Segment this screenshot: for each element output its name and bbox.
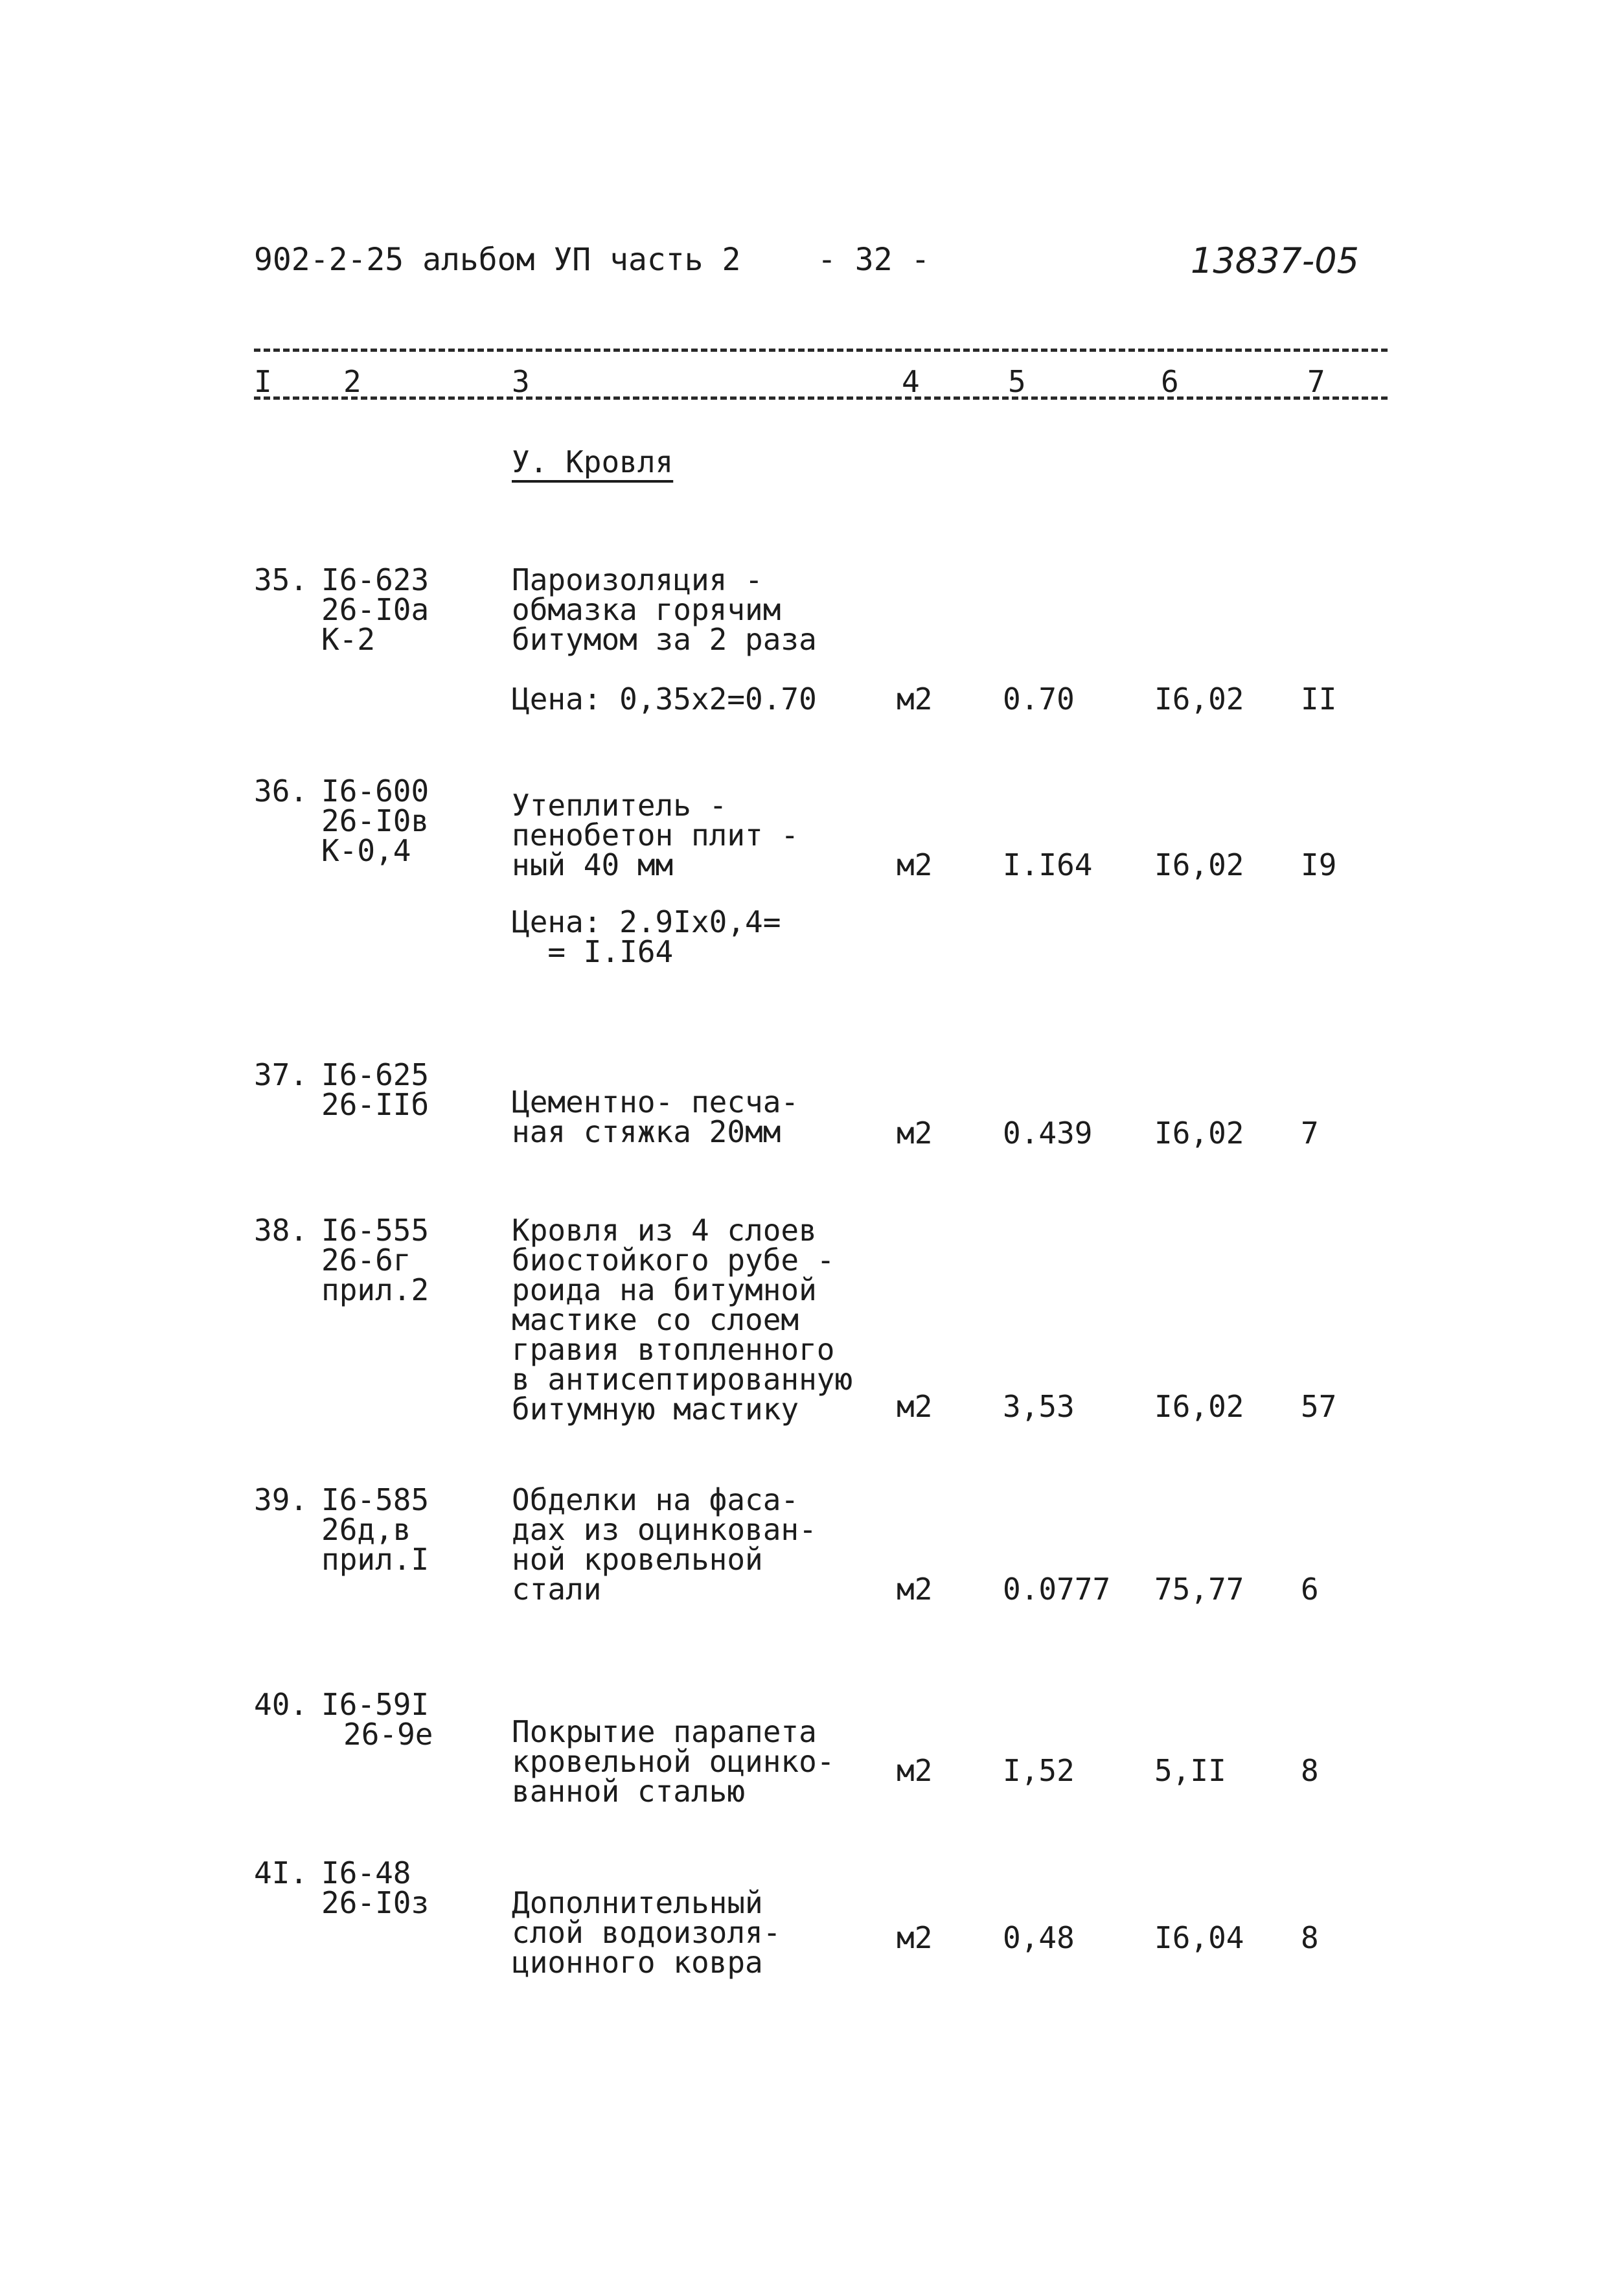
- row-code: I6-59I: [321, 1687, 429, 1722]
- row-code: 26-I0з: [321, 1885, 429, 1920]
- row-description-line: дах из оцинкован-: [512, 1512, 817, 1547]
- row-number: 40.: [254, 1687, 308, 1722]
- row-quantity: 0.439: [1003, 1116, 1093, 1151]
- row-quantity: I,52: [1003, 1753, 1075, 1788]
- row-description-line: роида на битумной: [512, 1272, 817, 1307]
- row-code: К-2: [321, 622, 376, 657]
- row-description-line: Кровля из 4 слоев: [512, 1213, 817, 1248]
- row-rate: I6,02: [1154, 682, 1244, 717]
- row-rate: I6,02: [1154, 1116, 1244, 1151]
- row-description-line: гравия втопленного: [512, 1332, 835, 1367]
- row-number: 39.: [254, 1482, 308, 1517]
- row-code: I6-585: [321, 1482, 429, 1517]
- row-total: I9: [1301, 847, 1337, 882]
- row-code: I6-623: [321, 562, 429, 597]
- col-number-1: I: [254, 364, 272, 399]
- row-code: I6-625: [321, 1057, 429, 1092]
- row-number: 36.: [254, 774, 308, 809]
- divider-top: [254, 349, 1388, 352]
- row-number: 37.: [254, 1057, 308, 1092]
- row-quantity: 3,53: [1003, 1389, 1075, 1424]
- row-description-line: ной кровельной: [512, 1542, 763, 1577]
- row-description-line: биостойкого рубе -: [512, 1243, 835, 1278]
- row-description-line: битумом за 2 раза: [512, 622, 817, 657]
- row-unit: м2: [897, 682, 933, 717]
- row-code: 26-I0в: [321, 803, 429, 838]
- col-number-6: 6: [1161, 364, 1179, 399]
- row-unit: м2: [897, 1116, 933, 1151]
- row-total: 6: [1301, 1572, 1319, 1607]
- row-description-line: ционного ковра: [512, 1945, 763, 1980]
- row-code: 26-6г: [321, 1243, 411, 1278]
- row-code: 26-IIб: [321, 1087, 429, 1122]
- row-description-line: ный 40 мм: [512, 847, 674, 882]
- row-unit: м2: [897, 1389, 933, 1424]
- row-description-line: ванной сталью: [512, 1774, 746, 1809]
- row-unit: м2: [897, 1753, 933, 1788]
- row-description-line: ная стяжка 20мм: [512, 1114, 781, 1149]
- row-description-line: кровельной оцинко-: [512, 1744, 835, 1779]
- col-number-4: 4: [902, 364, 920, 399]
- col-number-5: 5: [1008, 364, 1026, 399]
- row-unit: м2: [897, 847, 933, 882]
- row-description-line: Цементно- песча-: [512, 1084, 799, 1119]
- row-number: 38.: [254, 1213, 308, 1248]
- row-rate: I6,02: [1154, 1389, 1244, 1424]
- row-price-note-line: Цена: 0,35х2=0.70: [512, 682, 817, 717]
- row-total: 8: [1301, 1920, 1319, 1955]
- row-code: 26д,в: [321, 1512, 411, 1547]
- row-total: 8: [1301, 1753, 1319, 1788]
- row-code: прил.2: [321, 1272, 429, 1307]
- row-description-line: Пароизоляция -: [512, 562, 763, 597]
- row-code: прил.I: [321, 1542, 429, 1577]
- row-price-note-line: Цена: 2.9Iх0,4=: [512, 904, 781, 939]
- row-code: 26-I0а: [321, 592, 429, 627]
- row-description-line: обмазка горячим: [512, 592, 781, 627]
- row-description-line: слой водоизоля-: [512, 1915, 781, 1950]
- row-unit: м2: [897, 1920, 933, 1955]
- row-description-line: битумную мастику: [512, 1392, 799, 1427]
- row-code: К-0,4: [321, 833, 411, 868]
- row-quantity: 0,48: [1003, 1920, 1075, 1955]
- row-quantity: 0.70: [1003, 682, 1075, 717]
- row-description-line: пенобетон плит -: [512, 818, 799, 853]
- row-number: 4I.: [254, 1855, 308, 1890]
- row-code: 26-9е: [343, 1717, 433, 1752]
- row-description-line: Покрытие парапета: [512, 1714, 817, 1749]
- row-price-note-line: = I.I64: [512, 934, 674, 969]
- row-description-line: в антисептированную: [512, 1362, 853, 1397]
- row-description-line: Обделки на фаса-: [512, 1482, 799, 1517]
- row-description-line: Дополнительный: [512, 1885, 763, 1920]
- document-code: 902-2-25 альбом УП часть 2: [254, 242, 741, 278]
- page-number: - 32 -: [818, 242, 930, 278]
- row-rate: 5,II: [1154, 1753, 1226, 1788]
- row-quantity: 0.0777: [1003, 1572, 1111, 1607]
- row-rate: I6,02: [1154, 847, 1244, 882]
- handwritten-code: 13837-05: [1191, 240, 1359, 281]
- row-total: 57: [1301, 1389, 1337, 1424]
- row-rate: 75,77: [1154, 1572, 1244, 1607]
- col-number-2: 2: [343, 364, 361, 399]
- row-description-line: мастике со слоем: [512, 1302, 799, 1337]
- section-title: У. Кровля: [512, 444, 674, 479]
- row-total: 7: [1301, 1116, 1319, 1151]
- col-number-7: 7: [1307, 364, 1325, 399]
- row-total: II: [1301, 682, 1337, 717]
- row-description-line: стали: [512, 1572, 602, 1607]
- col-number-3: 3: [512, 364, 530, 399]
- row-code: I6-48: [321, 1855, 411, 1890]
- row-rate: I6,04: [1154, 1920, 1244, 1955]
- row-number: 35.: [254, 562, 308, 597]
- row-unit: м2: [897, 1572, 933, 1607]
- divider-bottom: [254, 396, 1388, 400]
- row-description-line: Утеплитель -: [512, 788, 727, 823]
- row-code: I6-600: [321, 774, 429, 809]
- row-quantity: I.I64: [1003, 847, 1093, 882]
- row-code: I6-555: [321, 1213, 429, 1248]
